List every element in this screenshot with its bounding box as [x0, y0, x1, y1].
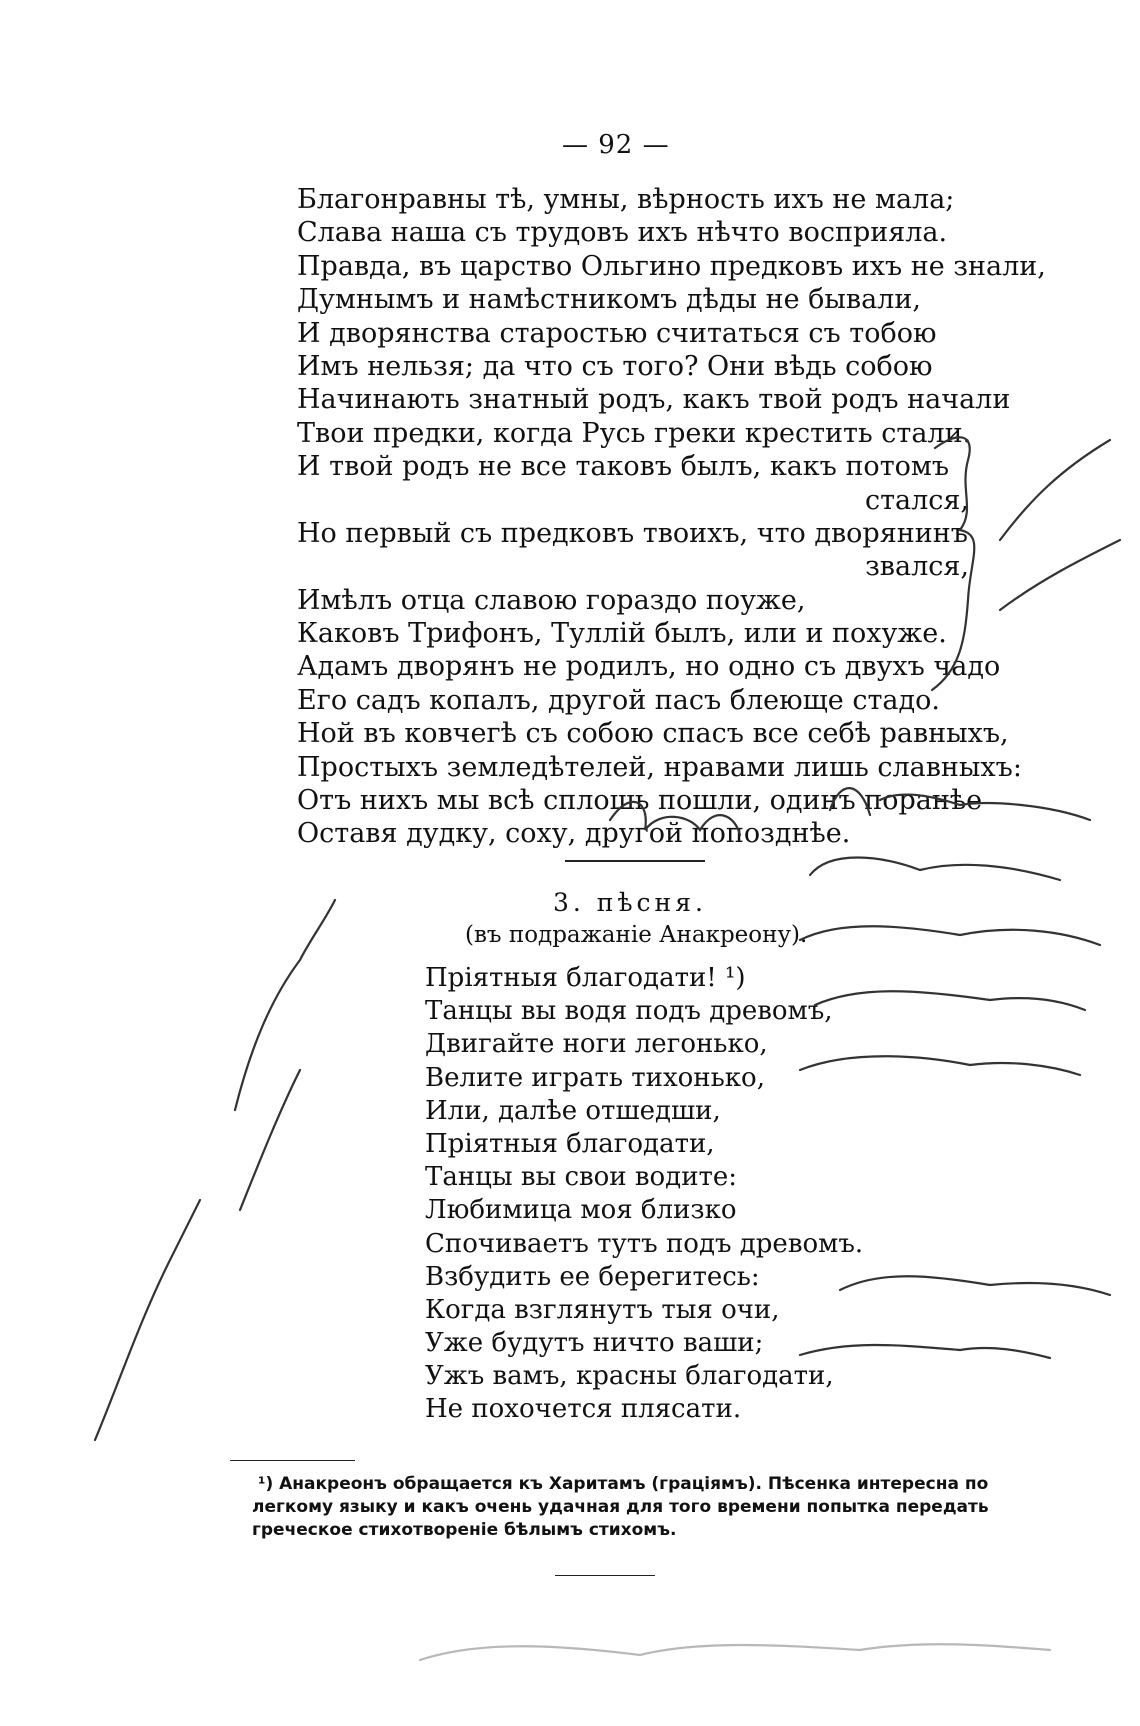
song-line: Взбудить ее берегитесь:: [425, 1261, 760, 1292]
song-subtitle: (въ подражаніе Анакреону).: [465, 922, 808, 948]
poem-line: Начинають знатный родъ, какъ твой родъ начали: [297, 384, 1011, 416]
footnote: ¹) Анакреонъ обращается къ Харитамъ (граціямъ). Пѣсенка интересна по легкому языку и какъ очень удачная для того времени попытка передать греческое стихотвореніе бѣлымъ стихомъ.: [252, 1474, 989, 1540]
poem-line: Правда, въ царство Ольгино предковъ ихъ не знали,: [297, 250, 1046, 282]
poem-line-continuation: звался,: [865, 551, 969, 583]
section-divider: [565, 860, 705, 862]
poem-line: Отъ нихъ мы всѣ сплошь пошли, одинъ поранѣе: [297, 785, 983, 817]
song-line: Когда взглянутъ тыя очи,: [425, 1294, 780, 1325]
poem-line: Имъ нельзя; да что съ того? Они вѣдь собою: [297, 350, 933, 382]
song-line: Танцы вы водя подъ древомъ,: [425, 996, 833, 1027]
handwritten-scribble-left-1: [235, 900, 335, 1110]
song-line: Пріятныя благодати,: [425, 1128, 715, 1159]
song-line: Уже будутъ ничто ваши;: [425, 1328, 764, 1359]
page-number: — 92 —: [562, 130, 670, 160]
poem-line: Простыхъ земледѣтелей, нравами лишь славныхъ:: [297, 751, 1022, 783]
poem-line: Слава наша съ трудовъ ихъ нѣчто восприяла.: [297, 217, 948, 249]
song-line: Или, далѣе отшедши,: [425, 1095, 721, 1126]
poem-line-continuation: сталcя,: [864, 484, 969, 516]
poem-line: Благонравны тѣ, умны, вѣрность ихъ не мала;: [297, 184, 955, 215]
poem-line: Каковъ Трифонъ, Туллій былъ, или и похуже.: [297, 618, 947, 650]
poem-line: Но первый съ предковъ твоихъ, что дворянинъ: [297, 517, 968, 549]
poem-line: Его садъ копалъ, другой пасъ блеюще стадо.: [297, 684, 940, 716]
handwritten-scribble-bottom: [420, 1644, 1050, 1660]
handwritten-scribble-7: [840, 1276, 1110, 1295]
poem-line: Имѣлъ отца славою гораздо поуже,: [297, 584, 806, 616]
handwritten-scribble-9: [1000, 440, 1120, 610]
poem-line: И дворянства старостью считаться съ тобою: [297, 317, 937, 349]
song-line: Велите играть тихонько,: [425, 1062, 765, 1093]
song-line: Танцы вы свои водите:: [425, 1162, 738, 1193]
handwritten-scribble-3: [810, 858, 1060, 881]
footnote-rule: [230, 1460, 355, 1461]
handwritten-scribble-left-3: [95, 1200, 200, 1440]
poem-line: Адамъ дворянъ не родилъ, но одно съ двухъ чадо: [297, 651, 1001, 683]
song-line: Не похочется плясати.: [425, 1394, 742, 1425]
end-divider: [555, 1575, 655, 1576]
poem-line: Твои предки, когда Русь греки крестить стали.: [297, 417, 972, 449]
song-poem: [425, 962, 863, 1427]
poem-line: Думнымъ и намѣстникомъ дѣды не бывали,: [297, 284, 921, 316]
handwritten-scribble-left-2: [240, 1070, 300, 1210]
poem-continued: [297, 183, 1046, 851]
poem-line: И твой родъ не все таковъ былъ, какъ потомъ: [297, 451, 950, 483]
song-line: Спочиваетъ тутъ подъ древомъ.: [425, 1228, 864, 1259]
song-line: Пріятныя благодати! ¹): [425, 963, 746, 993]
song-line: Двигайте ноги легонько,: [425, 1029, 768, 1060]
poem-line: Ной въ ковчегѣ съ собою спасъ все себѣ равныхъ,: [297, 718, 1009, 750]
handwritten-scribble-4: [800, 926, 1100, 945]
song-line: Любимица моя близко: [425, 1195, 737, 1226]
song-line: Ужъ вамъ, красны благодати,: [425, 1361, 834, 1392]
song-title: 3. пѣсня.: [553, 888, 707, 917]
poem-line: Оставя дудку, соху, другой попозднѣе.: [297, 818, 851, 850]
